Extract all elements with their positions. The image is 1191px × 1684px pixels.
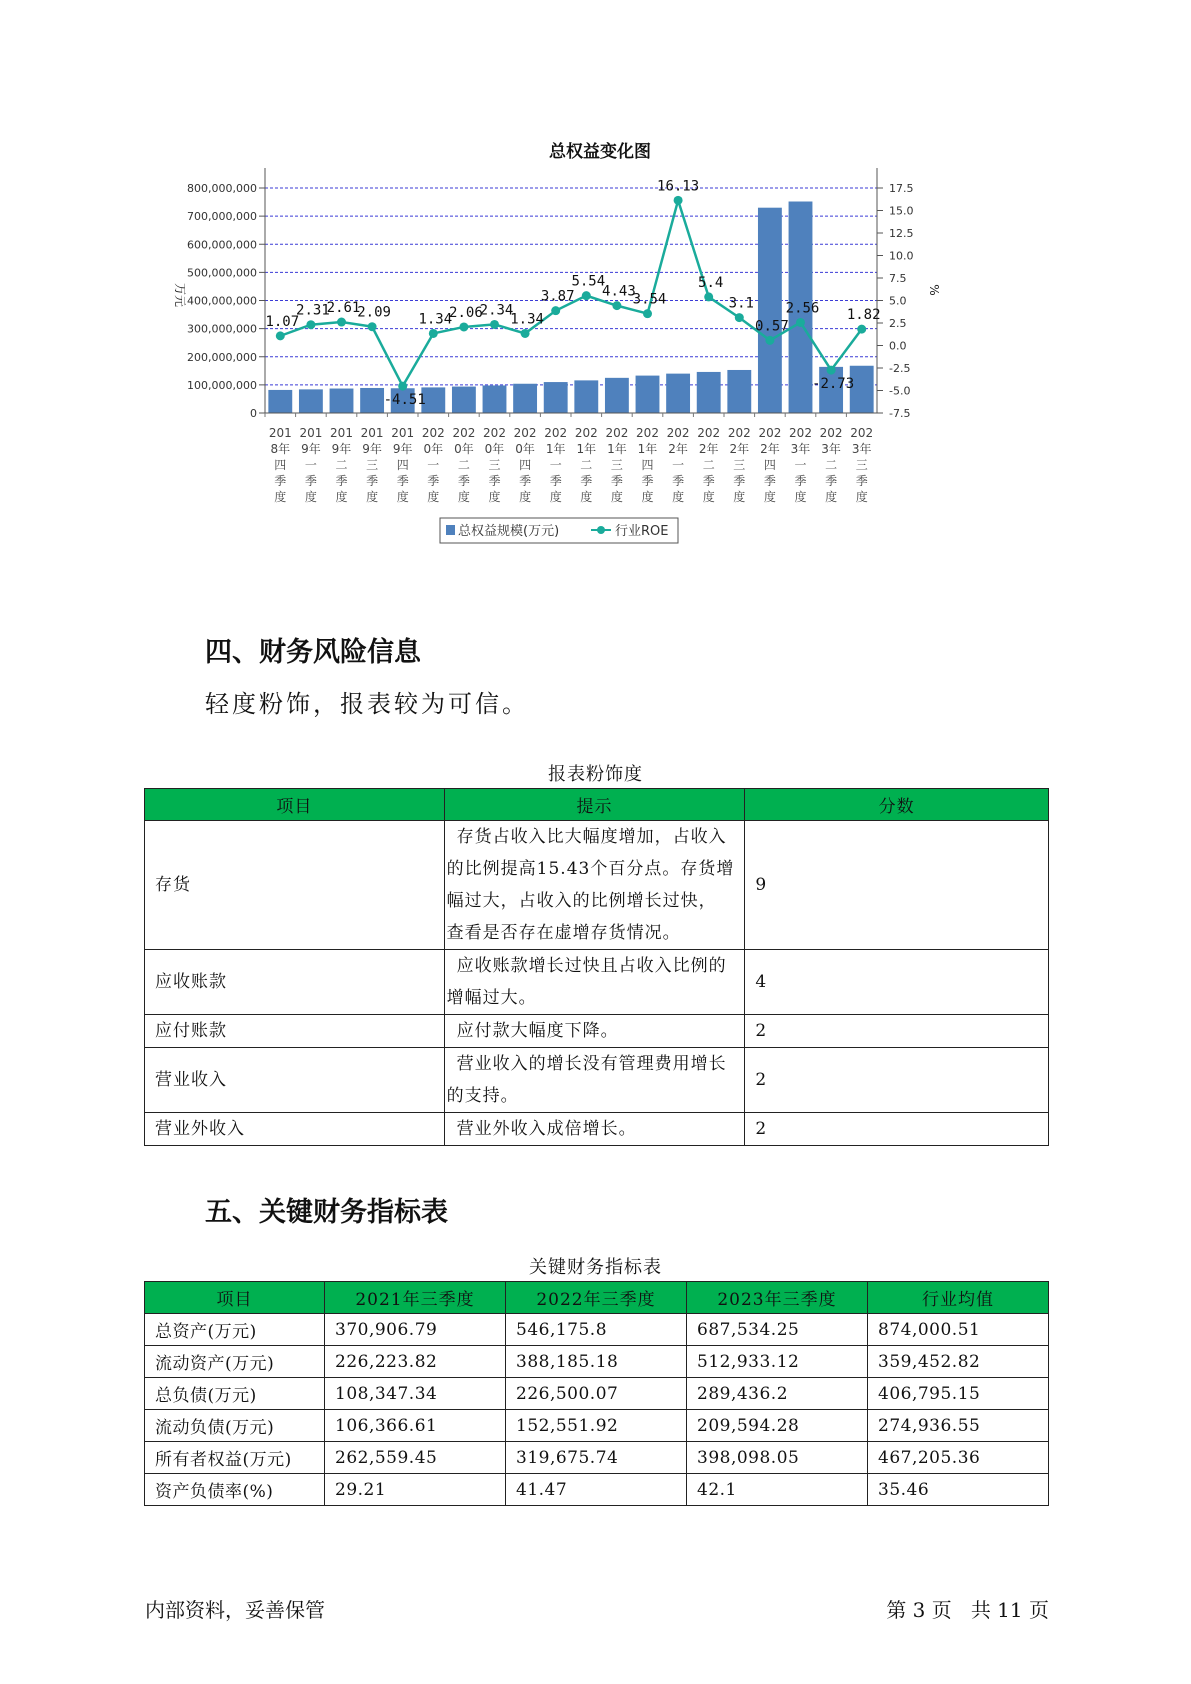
roe-data-label: 3.87 <box>540 288 575 305</box>
risk-tip: 营业外收入成倍增长。 <box>444 1113 745 1146</box>
left-tick-label: 500,000,000 <box>187 266 257 280</box>
equity-chart <box>150 140 1050 600</box>
risk-tip: 营业收入的增长没有管理费用增长的支持。 <box>444 1048 745 1113</box>
kpi-value: 546,175.8 <box>506 1314 687 1346</box>
x-tick-label: 202 2年一季度 <box>666 426 690 504</box>
bar <box>574 380 598 413</box>
right-tick-label: 15.0 <box>889 204 914 218</box>
x-tick-label: 202 3年二季度 <box>819 426 843 504</box>
x-tick-label: 201 9年二季度 <box>330 426 353 504</box>
kpi-item: 流动负债(万元) <box>145 1410 325 1442</box>
kpi-value: 262,559.45 <box>325 1442 506 1474</box>
footer-page-number: 第 3 页 共 11 页 <box>886 1598 1049 1622</box>
bar <box>544 382 568 413</box>
table-row <box>145 1378 1049 1410</box>
risk-item: 应收账款 <box>145 950 445 1015</box>
roe-point <box>337 318 346 327</box>
risk-table <box>144 788 1049 1146</box>
kpi-value: 209,594.28 <box>687 1410 868 1442</box>
bar <box>666 374 690 413</box>
kpi-header-item: 项目 <box>145 1282 325 1314</box>
roe-data-label: 1.82 <box>846 307 881 324</box>
kpi-value: 388,185.18 <box>506 1346 687 1378</box>
kpi-header-2022q3: 2022年三季度 <box>506 1282 687 1314</box>
risk-table-header <box>145 789 1049 821</box>
roe-point <box>490 320 499 329</box>
roe-data-label: 2.56 <box>785 300 820 317</box>
roe-point <box>551 306 560 315</box>
kpi-value: 512,933.12 <box>687 1346 868 1378</box>
roe-data-label: 1.07 <box>265 313 300 330</box>
roe-data-label: 1.34 <box>418 311 453 328</box>
right-tick-label: 17.5 <box>889 182 914 195</box>
x-axis-labels <box>269 426 873 504</box>
x-tick-label: 202 0年一季度 <box>421 426 445 504</box>
kpi-value: 319,675.74 <box>506 1442 687 1474</box>
left-tick-label: 800,000,000 <box>187 182 257 195</box>
risk-table-caption: 报表粉饰度 <box>548 764 643 785</box>
left-tick-label: 300,000,000 <box>187 322 257 336</box>
risk-item: 存货 <box>145 821 445 950</box>
bar <box>697 372 721 413</box>
risk-header-score: 分数 <box>745 789 1049 821</box>
x-tick-label: 201 9年四季度 <box>391 426 415 504</box>
x-tick-label: 202 1年一季度 <box>544 426 568 504</box>
roe-point <box>582 291 591 300</box>
roe-data-label: 2.31 <box>296 302 330 319</box>
kpi-value: 370,906.79 <box>325 1314 506 1346</box>
table-row <box>145 1314 1049 1346</box>
roe-point <box>857 325 866 334</box>
roe-point <box>398 382 407 391</box>
roe-point <box>368 322 377 331</box>
roe-data-label: 4.43 <box>602 283 636 300</box>
kpi-value: 406,795.15 <box>868 1378 1049 1410</box>
x-tick-label: 201 8年四季度 <box>268 426 292 504</box>
roe-data-label: -4.51 <box>383 392 426 409</box>
risk-score: 2 <box>745 1113 1049 1146</box>
kpi-item: 总负债(万元) <box>145 1378 325 1410</box>
roe-point <box>643 309 652 318</box>
roe-point <box>306 320 315 329</box>
kpi-item: 流动资产(万元) <box>145 1346 325 1378</box>
risk-header-item: 项目 <box>145 789 445 821</box>
left-tick-label: 100,000,000 <box>187 378 257 392</box>
kpi-value: 398,098.05 <box>687 1442 868 1474</box>
bar <box>268 390 292 413</box>
risk-summary: 轻度粉饰，报表较为可信。 <box>205 690 529 718</box>
roe-data-label: 16.13 <box>657 178 700 195</box>
roe-data-label: 3.54 <box>632 291 667 308</box>
roe-data-label: 2.61 <box>326 300 361 317</box>
kpi-value: 687,534.25 <box>687 1314 868 1346</box>
left-tick-label: 400,000,000 <box>187 294 257 308</box>
left-tick-label: 700,000,000 <box>187 210 257 224</box>
risk-item: 营业收入 <box>145 1048 445 1113</box>
risk-tip: 存货占收入比大幅度增加，占收入的比例提高15.43个百分点。存货增幅过大，占收入的比例增长过快，查看是否存在虚增存货情况。 <box>444 821 745 950</box>
kpi-table-caption: 关键财务指标表 <box>529 1257 662 1278</box>
roe-data-label: 5.4 <box>698 274 724 291</box>
legend-line-marker <box>597 526 605 534</box>
bar <box>758 208 782 413</box>
roe-data-label: 0.57 <box>755 318 789 335</box>
bar <box>483 385 507 413</box>
kpi-value: 152,551.92 <box>506 1410 687 1442</box>
table-row <box>145 1346 1049 1378</box>
right-tick-label: -5.0 <box>889 384 911 398</box>
roe-data-label: 2.09 <box>357 304 391 321</box>
roe-data-label: -2.73 <box>812 376 855 393</box>
kpi-header-2023q3: 2023年三季度 <box>687 1282 868 1314</box>
x-tick-label: 202 0年四季度 <box>513 426 537 504</box>
risk-tip: 应付款大幅度下降。 <box>444 1015 745 1048</box>
x-tick-label: 201 9年三季度 <box>360 426 384 504</box>
kpi-value: 874,000.51 <box>868 1314 1049 1346</box>
kpi-header-industry-avg: 行业均值 <box>868 1282 1049 1314</box>
x-tick-label: 202 2年三季度 <box>727 426 751 504</box>
right-axis-title: % <box>927 284 941 296</box>
bar <box>605 378 629 413</box>
x-tick-label: 202 1年四季度 <box>636 426 659 504</box>
bar <box>299 389 323 413</box>
risk-header-tip: 提示 <box>444 789 745 821</box>
kpi-value: 467,205.36 <box>868 1442 1049 1474</box>
roe-point <box>765 336 774 345</box>
risk-score: 2 <box>745 1015 1049 1048</box>
bar <box>330 389 354 413</box>
table-row <box>145 1113 1049 1146</box>
kpi-section-heading: 五、关键财务指标表 <box>205 1197 448 1228</box>
roe-point <box>429 329 438 338</box>
x-tick-label: 202 2年四季度 <box>758 426 782 504</box>
x-tick-label: 202 0年三季度 <box>483 426 506 504</box>
roe-point <box>796 318 805 327</box>
x-tick-label: 201 9年一季度 <box>299 426 323 504</box>
kpi-value: 226,223.82 <box>325 1346 506 1378</box>
kpi-table-header <box>145 1282 1049 1314</box>
table-row <box>145 1442 1049 1474</box>
right-tick-label: 10.0 <box>889 249 914 263</box>
roe-line-series <box>265 178 880 408</box>
bar <box>727 370 751 413</box>
left-tick-label: 200,000,000 <box>187 350 257 364</box>
right-tick-label: 0.0 <box>889 339 907 353</box>
table-row <box>145 1474 1049 1506</box>
table-row <box>145 1015 1049 1048</box>
risk-item: 应付账款 <box>145 1015 445 1048</box>
x-tick-label: 202 3年一季度 <box>789 426 812 504</box>
kpi-value: 106,366.61 <box>325 1410 506 1442</box>
roe-point <box>521 329 530 338</box>
x-tick-label: 202 3年三季度 <box>850 426 874 504</box>
risk-tip: 应收账款增长过快且占收入比例的增幅过大。 <box>444 950 745 1015</box>
kpi-value: 35.46 <box>868 1474 1049 1506</box>
roe-point <box>276 331 285 340</box>
kpi-value: 289,436.2 <box>687 1378 868 1410</box>
roe-data-label: 3.1 <box>728 295 754 312</box>
roe-data-label: 1.34 <box>510 311 544 328</box>
kpi-value: 226,500.07 <box>506 1378 687 1410</box>
kpi-header-2021q3: 2021年三季度 <box>325 1282 506 1314</box>
footer-confidential: 内部资料，妥善保管 <box>145 1598 325 1622</box>
left-tick-label: 0 <box>250 407 257 420</box>
kpi-item: 资产负债率(%) <box>145 1474 325 1506</box>
risk-section-heading: 四、财务风险信息 <box>205 637 421 668</box>
equity-chart-svg <box>150 140 1050 600</box>
roe-data-label: 2.06 <box>449 304 483 321</box>
kpi-value: 42.1 <box>687 1474 868 1506</box>
bar <box>360 388 384 413</box>
bar <box>452 387 476 413</box>
kpi-value: 29.21 <box>325 1474 506 1506</box>
x-tick-label: 202 2年二季度 <box>697 426 721 504</box>
roe-point <box>735 313 744 322</box>
risk-score: 2 <box>745 1048 1049 1113</box>
bar <box>636 376 660 413</box>
kpi-item: 总资产(万元) <box>145 1314 325 1346</box>
risk-score: 4 <box>745 950 1049 1015</box>
table-row <box>145 950 1049 1015</box>
chart-legend <box>440 518 678 543</box>
roe-point <box>612 301 621 310</box>
x-tick-label: 202 0年二季度 <box>452 426 476 504</box>
right-tick-label: -2.5 <box>889 362 911 375</box>
kpi-value: 41.47 <box>506 1474 687 1506</box>
table-row <box>145 1410 1049 1442</box>
kpi-value: 108,347.34 <box>325 1378 506 1410</box>
right-tick-label: -7.5 <box>889 407 911 420</box>
roe-point <box>827 366 836 375</box>
legend-bar-label: 总权益规模(万元) <box>458 524 560 539</box>
roe-data-label: 5.54 <box>571 273 606 290</box>
x-tick-label: 202 1年二季度 <box>574 426 598 504</box>
legend-bar-swatch <box>446 525 455 535</box>
roe-data-label: 2.34 <box>479 302 514 319</box>
kpi-value: 359,452.82 <box>868 1346 1049 1378</box>
roe-point <box>459 322 468 331</box>
bar <box>513 384 537 413</box>
risk-score: 9 <box>745 821 1049 950</box>
table-row <box>145 821 1049 950</box>
right-tick-label: 2.5 <box>889 317 907 330</box>
x-tick-label: 202 1年三季度 <box>605 426 629 504</box>
left-tick-label: 600,000,000 <box>187 238 257 252</box>
kpi-table <box>144 1281 1049 1506</box>
right-tick-label: 5.0 <box>889 294 907 308</box>
left-axis-title: 万元 <box>173 282 187 308</box>
table-row <box>145 1048 1049 1113</box>
legend-line-label: 行业ROE <box>615 524 669 539</box>
kpi-table-body <box>145 1314 1049 1506</box>
kpi-value: 274,936.55 <box>868 1410 1049 1442</box>
right-tick-label: 12.5 <box>889 227 914 240</box>
roe-point <box>674 196 683 205</box>
right-tick-label: 7.5 <box>889 272 907 285</box>
chart-title: 总权益变化图 <box>549 142 651 162</box>
roe-point <box>704 292 713 301</box>
risk-item: 营业外收入 <box>145 1113 445 1146</box>
kpi-item: 所有者权益(万元) <box>145 1442 325 1474</box>
